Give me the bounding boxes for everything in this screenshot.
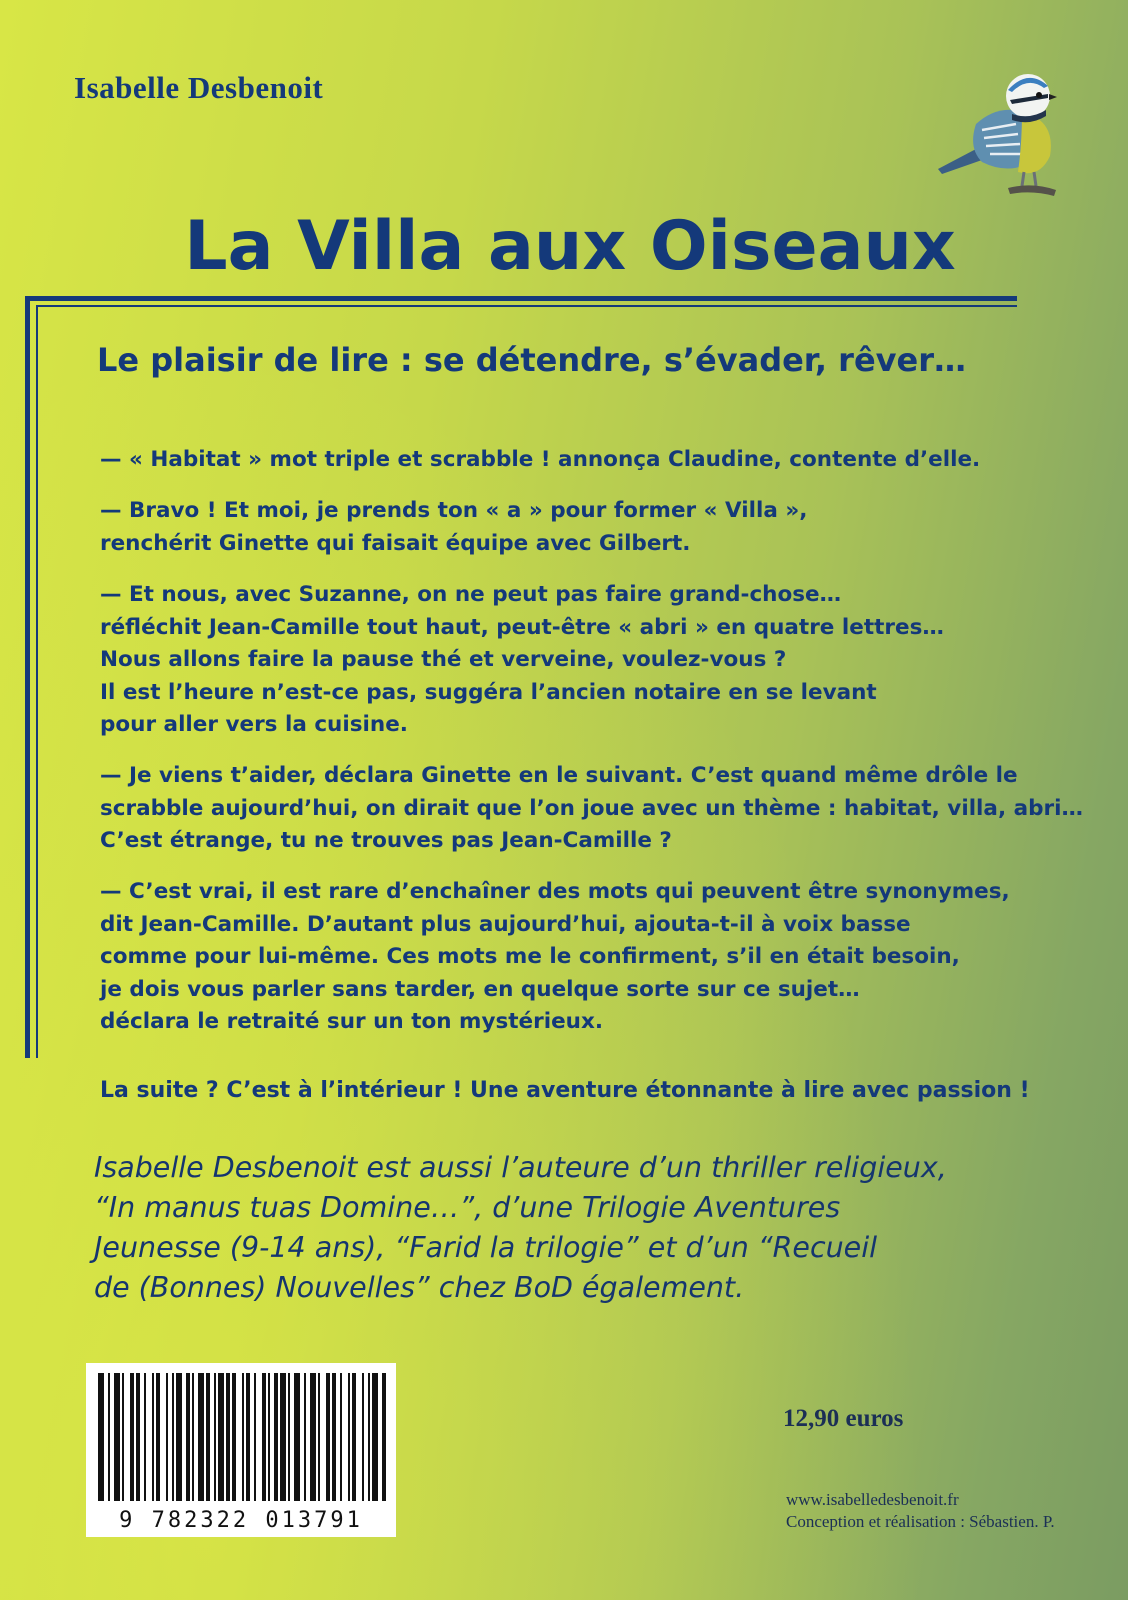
barcode-bar [268, 1373, 270, 1501]
barcode-bar [232, 1373, 236, 1501]
barcode-bar [332, 1373, 336, 1501]
barcode-bar [186, 1373, 190, 1501]
barcode-bar [340, 1373, 342, 1501]
excerpt-line: je dois vous parler sans tarder, en quelque sorte sur ce sujet… [100, 976, 860, 1002]
excerpt-line: — Je viens t’aider, déclara Ginette en le suivant. C’est quand même drôle le [100, 763, 1018, 788]
barcode-bar [310, 1373, 316, 1501]
barcode-bar [152, 1373, 154, 1501]
barcode-bar [144, 1373, 146, 1501]
excerpt-paragraph-4 [100, 760, 1083, 858]
frame-rule-top-inner [36, 305, 1017, 307]
tagline: Le plaisir de lire : se détendre, s’évader, rêver… [97, 341, 966, 379]
barcode-bar [108, 1373, 110, 1501]
barcode-bar [218, 1373, 224, 1501]
barcode-bar [262, 1373, 266, 1501]
barcode-bar [176, 1373, 182, 1501]
bio-line: Isabelle Desbenoit est aussi l’auteure d’un thriller religieux, [94, 1151, 947, 1184]
barcode-bar [136, 1373, 140, 1501]
excerpt-line: C’est étrange, tu ne trouves pas Jean-Camille ? [100, 828, 672, 853]
excerpt-line: déclara le retraité sur un ton mystérieux. [100, 1009, 604, 1034]
barcode-bar [318, 1373, 320, 1501]
barcode-bar [130, 1373, 134, 1501]
barcode-bar [352, 1373, 356, 1501]
barcode-bar [326, 1373, 330, 1501]
excerpt-paragraph-2 [100, 495, 807, 560]
frame-rule-left [25, 296, 30, 1058]
barcode-bar [372, 1373, 378, 1501]
excerpt-line: réfléchit Jean-Camille tout haut, peut-être « abri » en quatre lettres… [100, 614, 944, 640]
barcode-bar [246, 1373, 250, 1501]
barcode-bar [280, 1373, 286, 1501]
barcode-bar [206, 1373, 210, 1501]
website-link[interactable]: www.isabelledesbenoit.fr [786, 1490, 959, 1509]
bio-line: “In manus tuas Domine…”, d’une Trilogie Aventures [94, 1191, 841, 1224]
bio-line: de (Bonnes) Nouvelles” chez BoD également. [94, 1271, 745, 1304]
excerpt-line: Nous allons faire la pause thé et verveine, voulez-vous ? [100, 647, 787, 672]
barcode-bar [172, 1373, 174, 1501]
design-credit: Conception et réalisation : Sébastien. P. [786, 1512, 1055, 1531]
isbn-number: 9 782322 013791 [119, 1508, 363, 1533]
barcode-bar [288, 1373, 290, 1501]
barcode-bar [156, 1373, 160, 1501]
barcode-bar [348, 1373, 350, 1501]
blue-tit-bird-icon [936, 64, 1066, 204]
excerpt-line: renchérit Ginette qui faisait équipe avec Gilbert. [100, 530, 691, 556]
barcode-bar [114, 1373, 120, 1501]
barcode-bar [98, 1373, 104, 1501]
frame-rule-left-inner [36, 305, 38, 1058]
barcode-bar [166, 1373, 168, 1501]
barcode-bar [304, 1373, 306, 1501]
excerpt-line: — Et nous, avec Suzanne, on ne peut pas faire grand-chose… [100, 582, 842, 607]
excerpt-line: pour aller vers la cuisine. [100, 712, 408, 737]
excerpt-paragraph-3 [100, 579, 944, 742]
barcode-bar [362, 1373, 364, 1501]
barcode-bar [122, 1373, 124, 1501]
barcode-bar [192, 1373, 194, 1501]
barcode-bar [274, 1373, 278, 1501]
excerpt-line: dit Jean-Camille. D’autant plus aujourd’hui, ajouta-t-il à voix basse [100, 911, 911, 937]
isbn-barcode [86, 1363, 396, 1537]
author-name: Isabelle Desbenoit [74, 70, 324, 105]
barcode-bar [368, 1373, 370, 1501]
excerpt-paragraph-5 [100, 876, 1010, 1039]
excerpt-line: — C’est vrai, il est rare d’enchaîner des mots qui peuvent être synonymes, [100, 879, 1010, 904]
barcode-bar [198, 1373, 204, 1501]
excerpt-line: comme pour lui-même. Ces mots me le confirment, s’il en était besoin, [100, 944, 960, 969]
author-bio [94, 1148, 947, 1308]
barcode-bar [242, 1373, 244, 1501]
excerpt-line: — « Habitat » mot triple et scrabble ! annonça Claudine, contente d’elle. [100, 447, 981, 472]
frame-rule-top [25, 296, 1017, 301]
excerpt-line: Il est l’heure n’est-ce pas, suggéra l’ancien notaire en se levant [100, 679, 877, 705]
barcode-bar [226, 1373, 230, 1501]
price: 12,90 euros [783, 1405, 904, 1432]
excerpt-line: scrabble aujourd’hui, on dirait que l’on joue avec un thème : habitat, villa, abri… [100, 795, 1083, 821]
barcode-bar [254, 1373, 256, 1501]
book-title: La Villa aux Oiseaux [184, 207, 956, 286]
excerpt-line: — Bravo ! Et moi, je prends ton « a » pour former « Villa », [100, 498, 808, 523]
excerpt-paragraph-1 [100, 444, 980, 477]
bio-line: Jeunesse (9-14 ans), “Farid la trilogie” et d’un “Recueil [94, 1231, 878, 1264]
barcode-bar [382, 1373, 386, 1501]
barcode-bar [214, 1373, 216, 1501]
teaser-line: La suite ? C’est à l’intérieur ! Une aventure étonnante à lire avec passion ! [100, 1078, 1030, 1103]
barcode-bar [294, 1373, 300, 1501]
